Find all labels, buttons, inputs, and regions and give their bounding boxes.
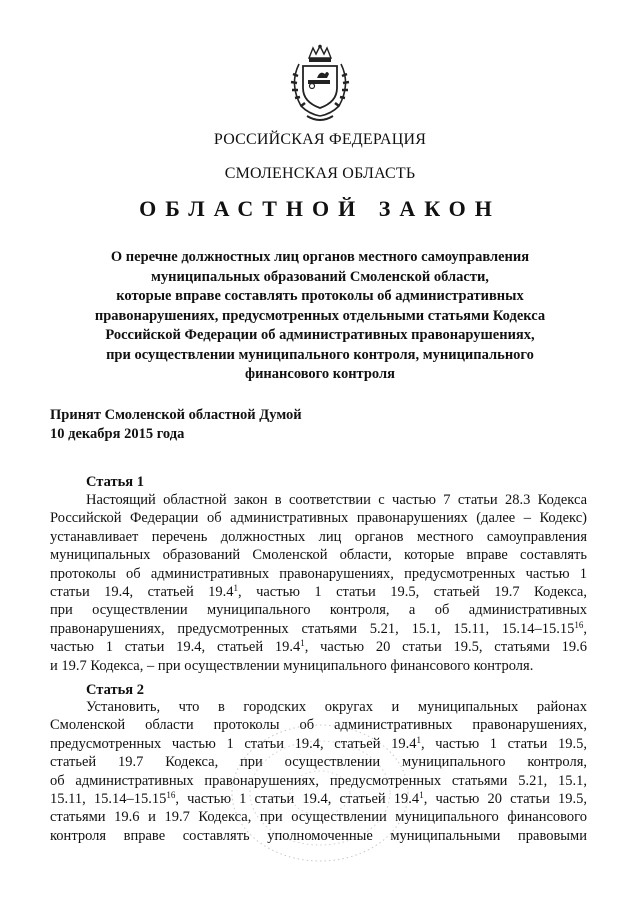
- text-fragment: , частью 20 статьи 19.5, статьями 19.6: [304, 639, 587, 656]
- adoption-date: 10 декабря 2015 года: [50, 426, 185, 442]
- text-fragment: статьи 19.4, статьей 19.4: [50, 584, 234, 601]
- title-line: которые вправе составлять протоколы об административных: [116, 288, 524, 304]
- text-fragment: , частью 1 статьи 19.5, статьей 19.7 Кодекса,: [238, 584, 587, 601]
- title-line: муниципальных образований Смоленской области,: [151, 268, 489, 285]
- text-line: при осуществлении муниципального контроля, а об административных: [50, 602, 587, 619]
- title-line: правонарушениях, предусмотренных отдельными статьями Кодекса: [94, 307, 546, 324]
- adopted-by: Принят Смоленской областной Думой: [50, 407, 302, 423]
- country-name: РОССИЙСКАЯ ФЕДЕРАЦИЯ: [213, 131, 427, 148]
- text-line: [50, 583, 587, 601]
- text-line: статьями 19.6 и 19.7 Кодекса, при осуществлении муниципального финансового: [50, 809, 587, 826]
- superscript: 16: [574, 619, 584, 630]
- article-1-heading: Статья 1: [86, 474, 144, 490]
- text-line: контроля вправе составлять уполномоченные муниципальными правовыми: [50, 827, 587, 844]
- text-line: [50, 638, 587, 656]
- law-title: [60, 248, 580, 385]
- text-line: [50, 790, 587, 808]
- text-fragment: , частью 1 статьи 19.5,: [420, 735, 587, 752]
- superscript: 1: [416, 734, 421, 745]
- article-2-heading: Статья 2: [86, 682, 144, 698]
- text-fragment: , частью 20 статьи 19.5,: [423, 791, 587, 808]
- title-line: финансового контроля: [245, 366, 395, 382]
- article-1-body: [50, 491, 587, 675]
- superscript: 16: [166, 790, 176, 801]
- title-line: Российской Федерации об административных правонарушениях,: [105, 327, 535, 343]
- text-line: об административных правонарушениях, предусмотренных статьями 5.21, 15.1,: [50, 772, 587, 789]
- text-fragment: , частью 1 статьи 19.4, статьей 19.4: [175, 791, 420, 808]
- text-line: и 19.7 Кодекса, – при осуществлении муниципального финансового контроля.: [50, 657, 534, 674]
- text-line: правонарушениях, предусмотренных статьями 5.21, 15.1, 15.11, 15.14–15.15$^{16}$,: [50, 619, 587, 637]
- title-line: О перечне должностных лиц органов местного самоуправления: [110, 249, 530, 265]
- text-line: Установить, что в городских округах и муниципальных районах: [86, 699, 587, 715]
- text-line: [50, 735, 587, 753]
- superscript: 1: [233, 583, 239, 594]
- text-fragment: 15.11, 15.14–15.15: [50, 791, 167, 808]
- text-fragment: правонарушениях, предусмотренных статьями 5.21, 15.1, 15.11, 15.14–15.15: [50, 620, 575, 637]
- text-line: протоколы об административных правонарушениях, предусмотренных частью 1: [50, 565, 587, 582]
- title-line: при осуществлении муниципального контроля, муниципального: [106, 346, 534, 363]
- document-type: ОБЛАСТНОЙ ЗАКОН: [139, 196, 501, 221]
- text-line: устанавливает перечень должностных лиц органов местного самоуправления: [50, 528, 587, 545]
- superscript: 1: [419, 790, 424, 801]
- coat-of-arms-emblem: [283, 44, 357, 124]
- superscript: 1: [300, 638, 305, 649]
- region-name: СМОЛЕНСКАЯ ОБЛАСТЬ: [224, 165, 416, 182]
- article-2-body: [50, 698, 587, 845]
- text-fragment: предусмотренных частью 1 статьи 19.4, статьей 19.4: [50, 735, 417, 752]
- text-line: статьей 19.7 Кодекса, при осуществлении муниципального контроля,: [50, 754, 587, 771]
- adoption-info: [50, 406, 302, 444]
- text-line: Российской Федерации об административных правонарушениях (далее – Кодекс): [50, 510, 587, 527]
- text-line: муниципальных образований Смоленской области, которые вправе составлять: [50, 547, 587, 564]
- text-fragment: частью 1 статьи 19.4, статьей 19.4: [50, 639, 301, 656]
- text-line: Смоленской области протоколы об административных правонарушениях,: [50, 717, 587, 734]
- text-line: Настоящий областной закон в соответствии с частью 7 статьи 28.3 Кодекса: [86, 492, 587, 508]
